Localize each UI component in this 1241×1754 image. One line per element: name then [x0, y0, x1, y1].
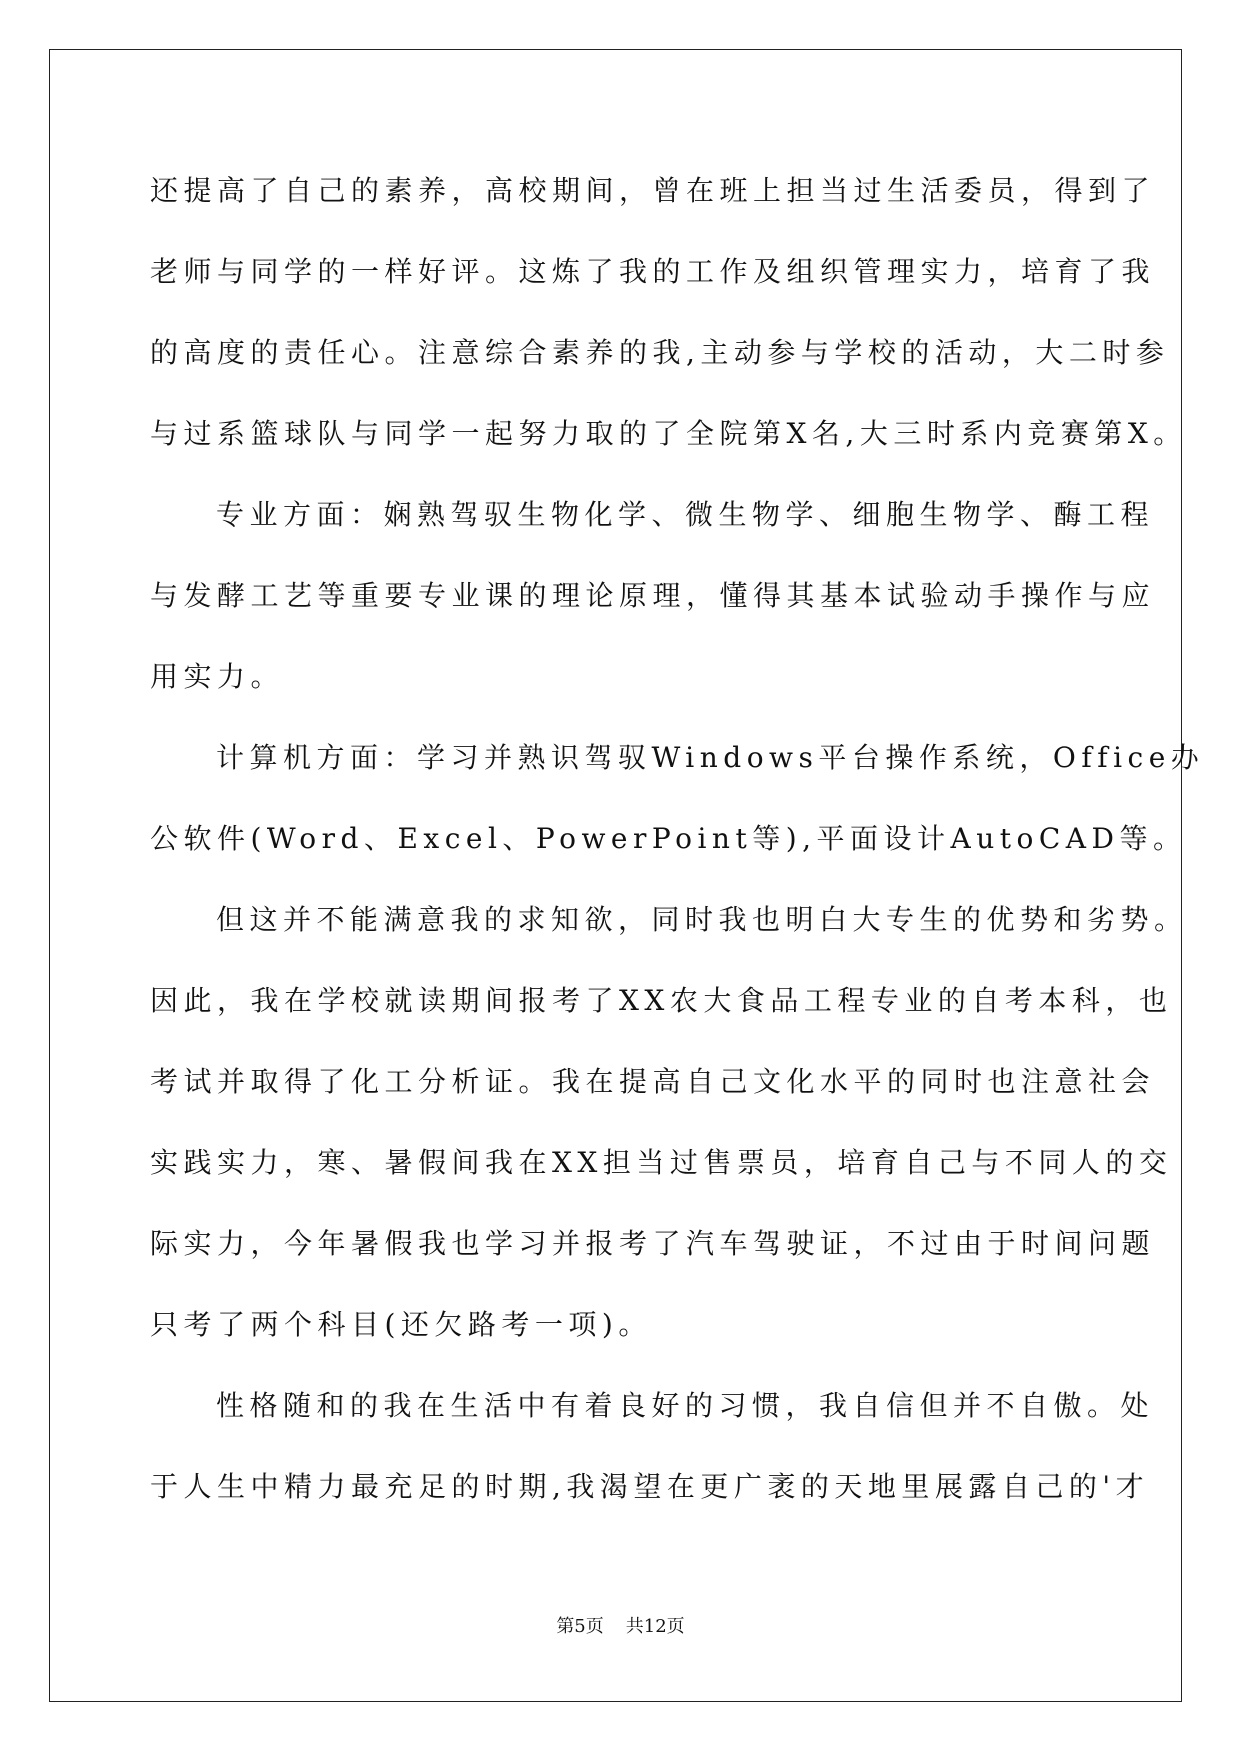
document-body [150, 150, 1205, 1527]
text-line: 与过系篮球队与同学一起努力取的了全院第X名,大三时系内竞赛第X。 [150, 417, 1187, 450]
text-line: 用实力。 [150, 660, 285, 693]
text-line: 考试并取得了化工分析证。我在提高自己文化水平的同时也注意社会 [150, 1065, 1156, 1098]
text-line: 老师与同学的一样好评。这炼了我的工作及组织管理实力，培育了我 [150, 255, 1156, 288]
text-line: 只考了两个科目(还欠路考一项)。 [150, 1308, 652, 1341]
text-line: 与发酵工艺等重要专业课的理论原理，懂得其基本试验动手操作与应 [150, 579, 1156, 612]
page-total: 共12页 [625, 1616, 685, 1637]
page-footer [0, 1612, 1241, 1638]
text-line: 性格随和的我在生活中有着良好的习惯，我自信但并不自傲。处 [216, 1389, 1155, 1422]
text-line: 计算机方面：学习并熟识驾驭Windows平台操作系统，Office办 [216, 741, 1205, 774]
page-number: 第5页 [556, 1616, 604, 1637]
text-line: 于人生中精力最充足的时期,我渴望在更广袤的天地里展露自己的'才 [150, 1470, 1150, 1503]
text-line: 还提高了自己的素养，高校期间，曾在班上担当过生活委员，得到了 [150, 174, 1156, 207]
text-line: 际实力，今年暑假我也学习并报考了汽车驾驶证，不过由于时间问题 [150, 1227, 1156, 1260]
text-line: 但这并不能满意我的求知欲，同时我也明白大专生的优势和劣势。 [216, 903, 1188, 936]
text-line: 公软件(Word、Excel、PowerPoint等),平面设计AutoCAD等。 [150, 822, 1187, 855]
text-line: 实践实力，寒、暑假间我在XX担当过售票员，培育自己与不同人的交 [150, 1146, 1173, 1179]
text-line: 的高度的责任心。注意综合素养的我,主动参与学校的活动，大二时参 [150, 336, 1170, 369]
text-line: 因此，我在学校就读期间报考了XX农大食品工程专业的自考本科，也 [150, 984, 1173, 1017]
text-line: 专业方面：娴熟驾驭生物化学、微生物学、细胞生物学、酶工程 [216, 498, 1155, 531]
